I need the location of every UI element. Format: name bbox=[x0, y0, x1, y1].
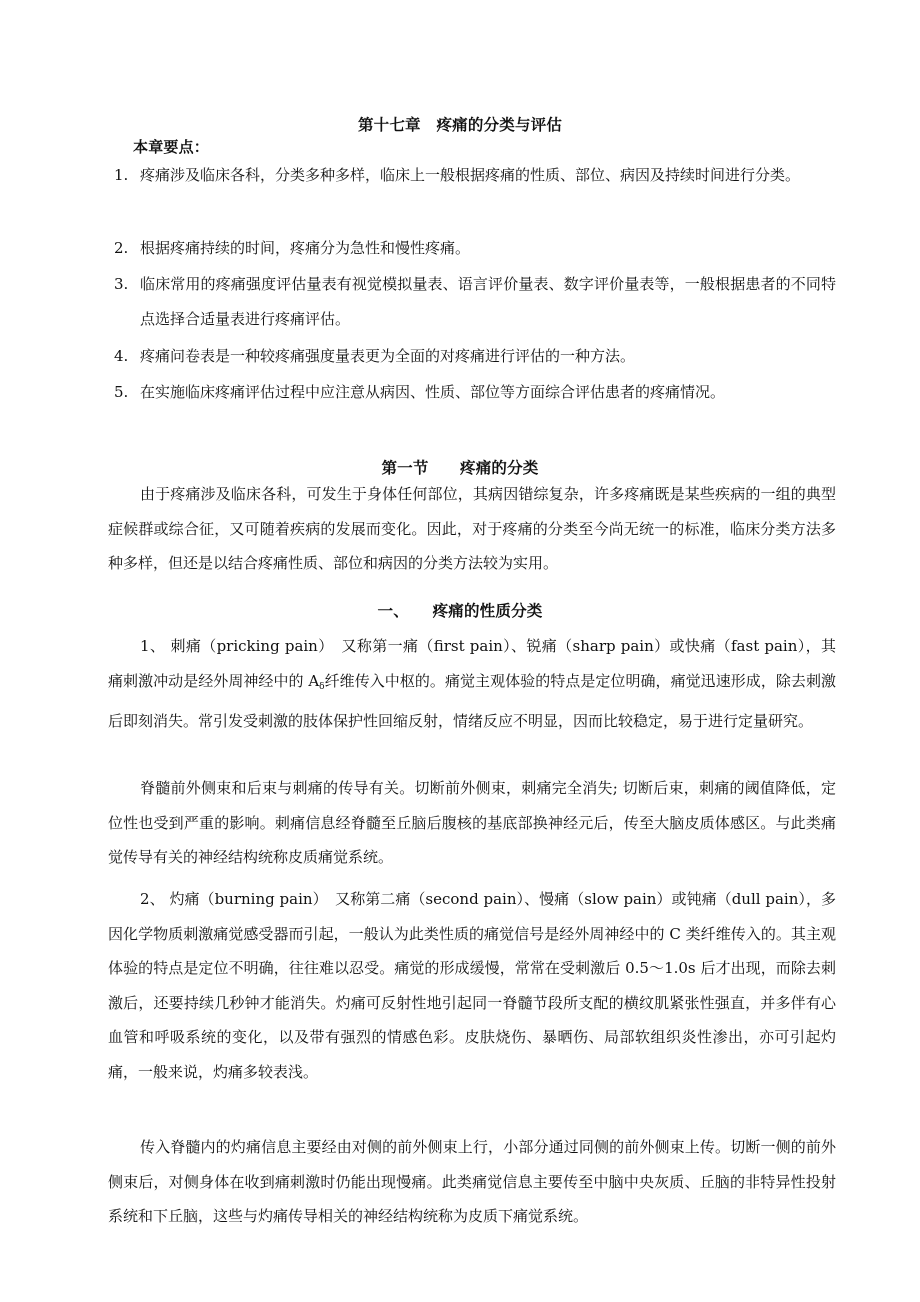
item-text-part-a: 刺痛（pricking pain） 又称第一痛（first pain）、锐痛（sharp pain）或快痛（fast pain），其痛刺激冲动是经外周神经中的 A bbox=[108, 637, 836, 690]
key-point-text: 疼痛问卷表是一种较疼痛强度量表更为全面的对疼痛进行评估的一种方法。 bbox=[140, 347, 636, 365]
key-point-text: 在实施临床疼痛评估过程中应注意从病因、性质、部位等方面综合评估患者的疼痛情况。 bbox=[140, 383, 726, 401]
subsection-title-text: 疼痛的性质分类 bbox=[432, 602, 543, 620]
key-point-number: 2. bbox=[114, 239, 129, 257]
section-intro-paragraph: 由于疼痛涉及临床各科，可发生于身体任何部位，其病因错综复杂，许多疼痛既是某些疾病的一组的典型症候群或综合征，又可随着疾病的发展而变化。因此，对于疼痛的分类至今尚无统一的标准，临床分类方法多种多样，但还是以结合疼痛性质、部位和病因的分类方法较为实用。 bbox=[108, 485, 836, 572]
key-point-item bbox=[114, 267, 836, 336]
key-point-text: 临床常用的疼痛强度评估量表有视觉模拟量表、语言评价量表、数字评价量表等，一般根据患者的不同特点选择合适量表进行疼痛评估。 bbox=[140, 275, 836, 328]
key-point-number: 4. bbox=[114, 347, 129, 365]
key-point-item bbox=[114, 339, 836, 374]
key-point-item bbox=[114, 231, 836, 266]
item-text: 灼痛（burning pain） 又称第二痛（second pain）、慢痛（slow pain）或钝痛（dull pain），多因化学物质刺激痛觉感受器而引起，一般认为此类性质的痛觉信号是经外周神经中的 C 类纤维传入的。其主观体验的特点是定位不明确，往往难以忍受。痛觉的形成缓慢，常常在受刺激后 0.5～1.0s 后才出现，而除去刺激后，还要持续几秒钟才能消失。灼痛可反射性地引起同一脊髓节段所支配的横纹肌紧张性强直，并多伴有心血管和呼吸系统的变化，以及带有强烈的情感色彩。皮肤烧伤、暴晒伤、局部软组织炎性渗出，亦可引起灼痛，一般来说，灼痛多较表浅。 bbox=[108, 890, 836, 1081]
section-title-text: 疼痛的分类 bbox=[460, 459, 539, 477]
item-paragraph: 脊髓前外侧束和后束与刺痛的传导有关。切断前外侧束，刺痛完全消失; 切断后束，刺痛的阈值降低，定位性也受到严重的影响。刺痛信息经脊髓至丘脑后腹核的基底部换神经元后，传至大脑皮质体感区。与此类痛觉传导有关的神经结构统称皮质痛觉系统。 bbox=[108, 779, 836, 866]
key-point-number: 3. bbox=[114, 275, 129, 293]
key-point-text: 疼痛涉及临床各科，分类多种多样，临床上一般根据疼痛的性质、部位、病因及持续时间进行分类。 bbox=[140, 166, 801, 184]
section-title bbox=[0, 456, 920, 478]
chapter-number: 第十七章 bbox=[357, 116, 421, 134]
key-point-number: 1. bbox=[114, 166, 129, 184]
key-points-heading: 本章要点： bbox=[133, 138, 210, 156]
item-paragraph bbox=[108, 882, 836, 1089]
subsection-title bbox=[0, 599, 920, 621]
item-number: 2、 bbox=[140, 890, 165, 908]
delta-subscript: δ bbox=[319, 681, 325, 692]
key-point-text: 根据疼痛持续的时间，疼痛分为急性和慢性疼痛。 bbox=[140, 239, 471, 257]
item-number: 1、 bbox=[140, 637, 166, 655]
chapter-title-text: 疼痛的分类与评估 bbox=[436, 116, 563, 134]
item-paragraph: 传入脊髓内的灼痛信息主要经由对侧的前外侧束上行，小部分通过同侧的前外侧束上传。切断一侧的前外侧束后，对侧身体在收到痛刺激时仍能出现慢痛。此类痛觉信息主要传至中脑中央灰质、丘脑的非特异性投射系统和下丘脑，这些与灼痛传导相关的神经结构统称为皮质下痛觉系统。 bbox=[108, 1138, 836, 1225]
key-point-number: 5. bbox=[114, 383, 129, 401]
key-point-item bbox=[114, 158, 836, 193]
key-point-item bbox=[114, 375, 836, 410]
item-paragraph bbox=[108, 629, 836, 739]
section-number: 第一节 bbox=[381, 459, 429, 477]
subsection-number: 一、 bbox=[377, 602, 402, 620]
chapter-title bbox=[0, 113, 920, 135]
item-text-part-b: 纤维传入中枢的。痛觉主观体验的特点是定位明确，痛觉迅速形成，除去刺激后即刻消失。常引发受刺激的肢体保护性回缩反射，情绪反应不明显，因而比较稳定，易于进行定量研究。 bbox=[108, 671, 836, 730]
